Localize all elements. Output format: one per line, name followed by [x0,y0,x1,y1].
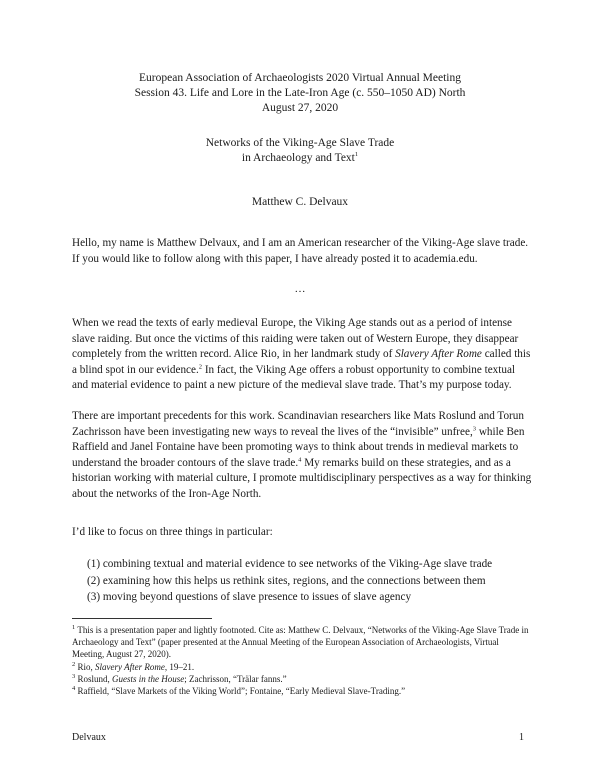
footnote-ref-4: 4 [298,455,302,463]
paragraph-intro: Hello, my name is Matthew Delvaux, and I am an American researcher of the Viking-Age slave trade. If you would like to follow along with this paper, I have already posted it to academia.edu. [72,237,529,265]
footnote-ref-2: 2 [198,362,203,370]
book-title-slavery-after-rome: Slavery After Rome [395,348,482,360]
session-name: Session 43. Life and Lore in the Late-Iron Age (c. 550–1050 AD) North [134,87,466,99]
footnote-2: $^2$ Rio, Slavery After Rome, 19–21. [72,660,195,672]
paragraph-focus: I’d like to focus on three things in particular: [72,526,273,538]
paragraph-precedents: There are important precedents for this work. Scandinavian researchers like Mats Roslund and Torun Zachrisson have been investigating new ways to reveal the lives of the “invisible” unfree,$^3$ while Ben Raffield and Janel Fontaine have been promoting ways to think about trends in medieval markets to understand the broader contours of the slave trade.$^4$ My remarks build on these strategies, and as a historian working with material culture, I promote multidisciplinary perspectives as a way for thinking about the networks of the Iron-Age North. [72,410,532,500]
footnote-ref-1: 1 [354,151,359,159]
paper-title [0,136,600,166]
page-number: 1 [519,732,524,743]
list-item: (2) examining how this helps us rethink sites, regions, and the connections between them [87,574,486,587]
title-line-2: in Archaeology and Text$^1$ [241,151,359,164]
conference-header [0,71,600,116]
section-separator: … [294,283,306,295]
paragraph-context: When we read the texts of early medieval Europe, the Viking Age stands out as a period of intense slave raiding. But once the victims of this raiding were taken out of Western Europe, they disappear completely from the written record. Alice Rio, in her landmark study of Slavery After Rome called this a blind spot in our evidence.$^2$ In fact, the Viking Age offers a robust opportunity to combine textual and material evidence to paint a new picture of the medieval slave trade. That’s my purpose today. [72,317,531,391]
conference-name: European Association of Archaeologists 2020 Virtual Annual Meeting [139,72,461,84]
footnote-divider [72,618,212,619]
footnotes [72,624,532,697]
footnote-ref-3: 3 [472,424,477,432]
conference-date: August 27, 2020 [261,102,339,114]
author-name: Matthew C. Delvaux [251,196,349,208]
list-item: (1) combining textual and material evidence to see networks of the Viking-Age slave trade [87,558,493,570]
focus-list [87,556,547,606]
footnote-4: $^4$ Raffield, “Slave Markets of the Viking World”; Fontaine, “Early Medieval Slave-Trading.” [72,685,406,697]
title-line-1: Networks of the Viking-Age Slave Trade [205,137,395,149]
list-item: (3) moving beyond questions of slave presence to issues of slave agency [87,591,412,603]
footnote-1: $^1$ This is a presentation paper and lightly footnoted. Cite as: Matthew C. Delvaux, “Networks of the Viking-Age Slave Trade in Archaeology and Text” (paper presented at the Annual Meeting of the European Association of Archaeologists, Virtual Meeting, August 27, 2020). [72,624,529,660]
footer-author: Delvaux [72,732,106,743]
footnote-3: $^3$ Roslund, Guests in the House; Zachrisson, “Trälar fanns.” [72,672,287,684]
